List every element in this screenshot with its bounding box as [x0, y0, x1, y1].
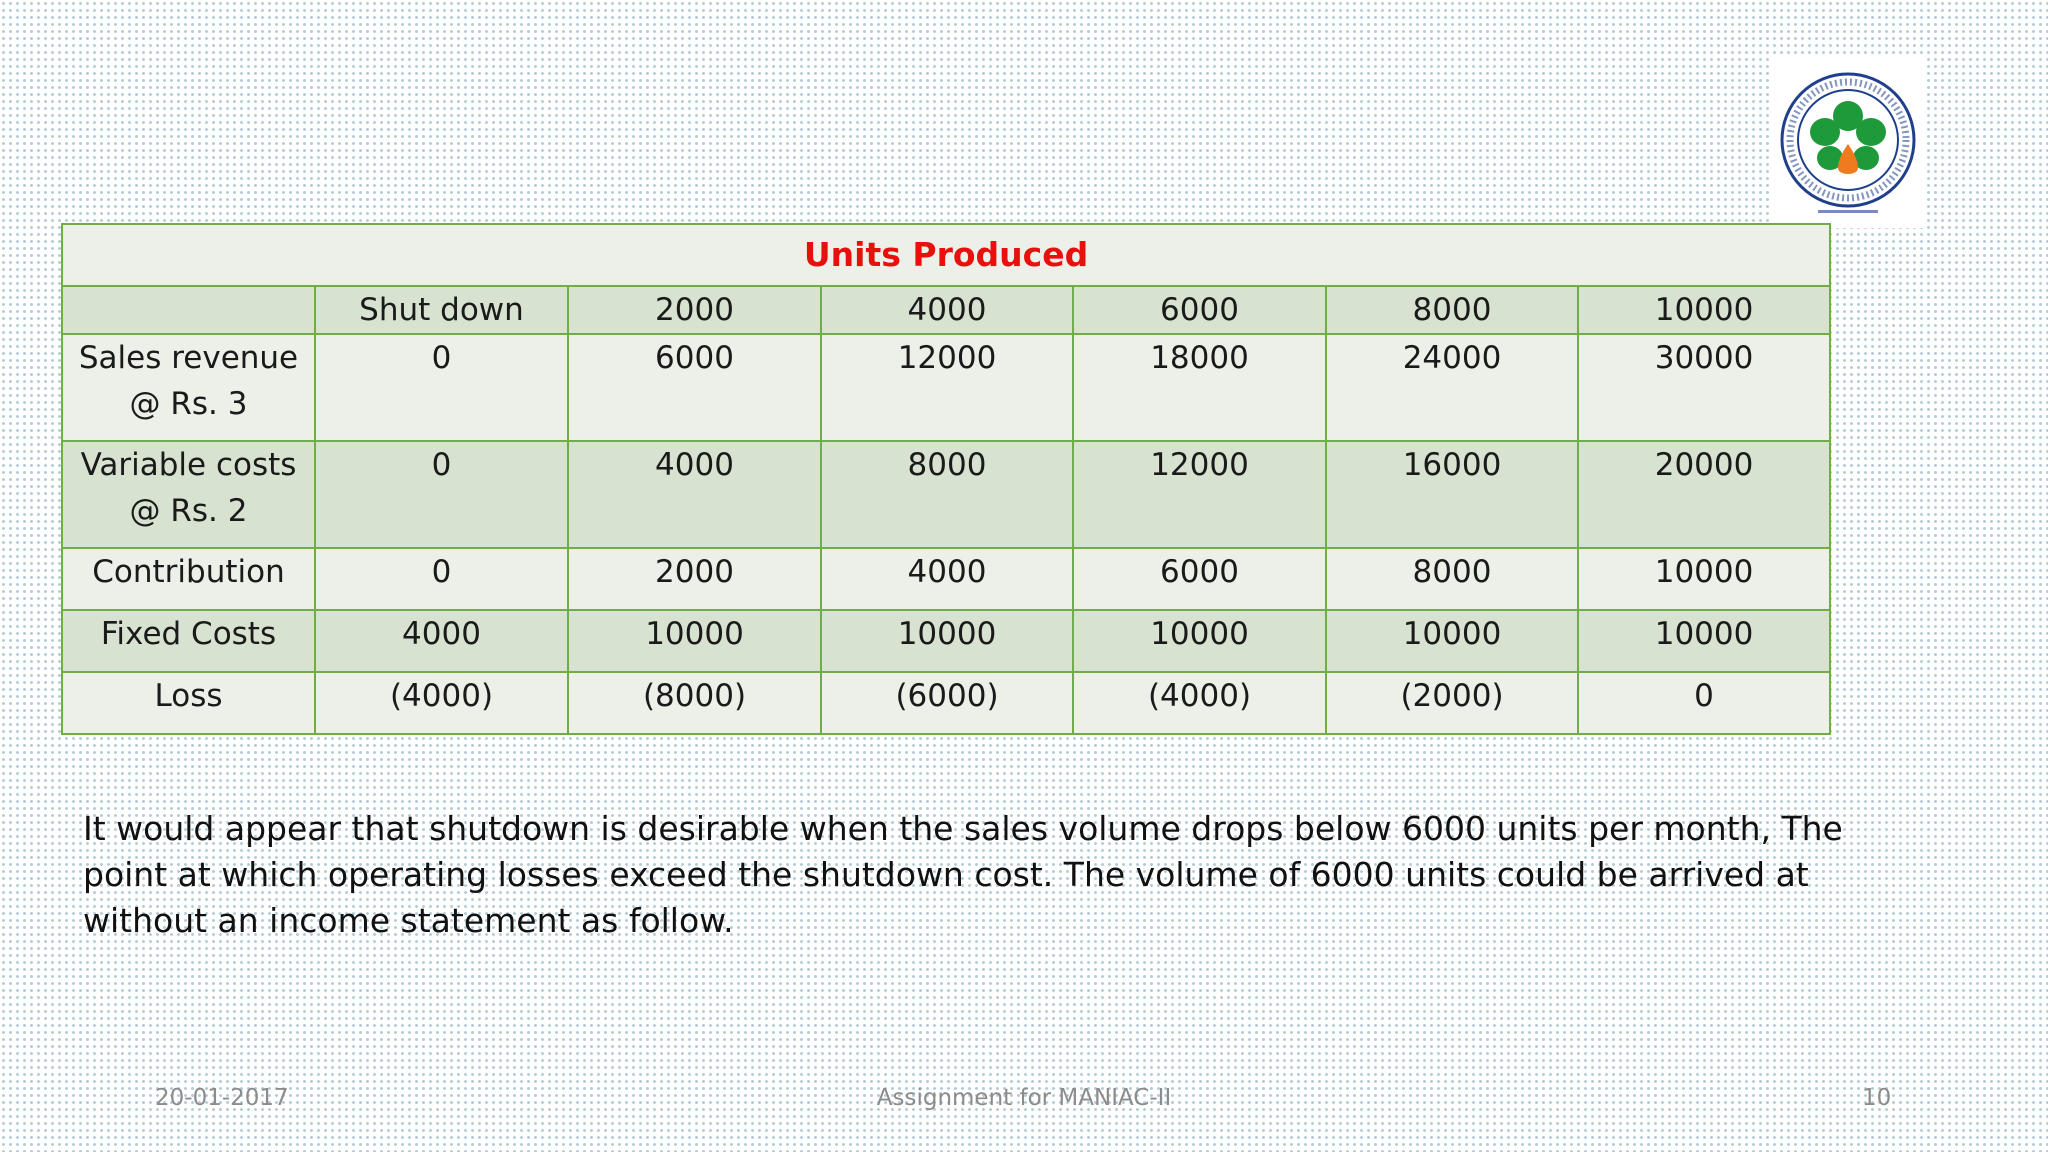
- table-cell: 24000: [1326, 334, 1578, 441]
- row-label-line: @ Rs. 2: [129, 493, 248, 529]
- table-cell: 10000: [821, 610, 1073, 672]
- table-cell: 16000: [1326, 441, 1578, 548]
- header-cell: 10000: [1578, 286, 1830, 334]
- table-cell: 0: [315, 441, 568, 548]
- row-label-line: Variable costs: [80, 447, 297, 483]
- header-cell: Shut down: [315, 286, 568, 334]
- table-row-sales-revenue: [62, 334, 1830, 441]
- footer-date: 20-01-2017: [155, 1085, 289, 1111]
- institute-seal-icon: [1772, 58, 1924, 228]
- table-cell: 10000: [568, 610, 821, 672]
- explanation-paragraph: It would appear that shutdown is desirable when the sales volume drops below 6000 units per month, The point at which operating losses exceed the shutdown cost. The volume of 6000 units could be arrived at without an income statement as follow.: [83, 809, 1843, 940]
- footer-title: Assignment for MANIAC-II: [876, 1085, 1172, 1111]
- table-cell: 6000: [1073, 548, 1326, 610]
- row-label: Fixed Costs: [62, 610, 315, 672]
- header-cell: 2000: [568, 286, 821, 334]
- row-label-line: Sales revenue: [78, 340, 299, 376]
- header-cell: 6000: [1073, 286, 1326, 334]
- table-cell: 0: [315, 548, 568, 610]
- table-title: Units Produced: [62, 224, 1830, 286]
- table-cell: 8000: [1326, 548, 1578, 610]
- table-row-loss: [62, 672, 1830, 734]
- row-label: [62, 334, 315, 441]
- table-cell: 4000: [821, 548, 1073, 610]
- row-label: Loss: [62, 672, 315, 734]
- table-cell: (2000): [1326, 672, 1578, 734]
- table-title-row: [62, 224, 1830, 286]
- table-cell: 10000: [1073, 610, 1326, 672]
- institute-logo: [1772, 58, 1924, 228]
- table-cell: 10000: [1578, 548, 1830, 610]
- table-cell: (4000): [315, 672, 568, 734]
- table-row-contribution: [62, 548, 1830, 610]
- table-cell: 10000: [1326, 610, 1578, 672]
- table-cell: 6000: [568, 334, 821, 441]
- row-label: [62, 441, 315, 548]
- table-cell: 0: [315, 334, 568, 441]
- table-cell: 10000: [1578, 610, 1830, 672]
- table-cell: 4000: [315, 610, 568, 672]
- table-cell: 20000: [1578, 441, 1830, 548]
- header-cell: [62, 286, 315, 334]
- table-cell: 0: [1578, 672, 1830, 734]
- row-label-line: @ Rs. 3: [129, 386, 248, 422]
- row-label: Contribution: [62, 548, 315, 610]
- table-cell: 12000: [821, 334, 1073, 441]
- table-cell: 2000: [568, 548, 821, 610]
- table-cell: (4000): [1073, 672, 1326, 734]
- units-produced-table: [61, 223, 1831, 735]
- table-cell: 18000: [1073, 334, 1326, 441]
- table-row-fixed-costs: [62, 610, 1830, 672]
- table-cell: 12000: [1073, 441, 1326, 548]
- table-cell: (6000): [821, 672, 1073, 734]
- header-cell: 8000: [1326, 286, 1578, 334]
- slide-number: 10: [1862, 1085, 1892, 1111]
- table-row-variable-costs: [62, 441, 1830, 548]
- table-cell: 30000: [1578, 334, 1830, 441]
- table-cell: 4000: [568, 441, 821, 548]
- table-cell: 8000: [821, 441, 1073, 548]
- table-cell: (8000): [568, 672, 821, 734]
- header-cell: 4000: [821, 286, 1073, 334]
- table-header-row: [62, 286, 1830, 334]
